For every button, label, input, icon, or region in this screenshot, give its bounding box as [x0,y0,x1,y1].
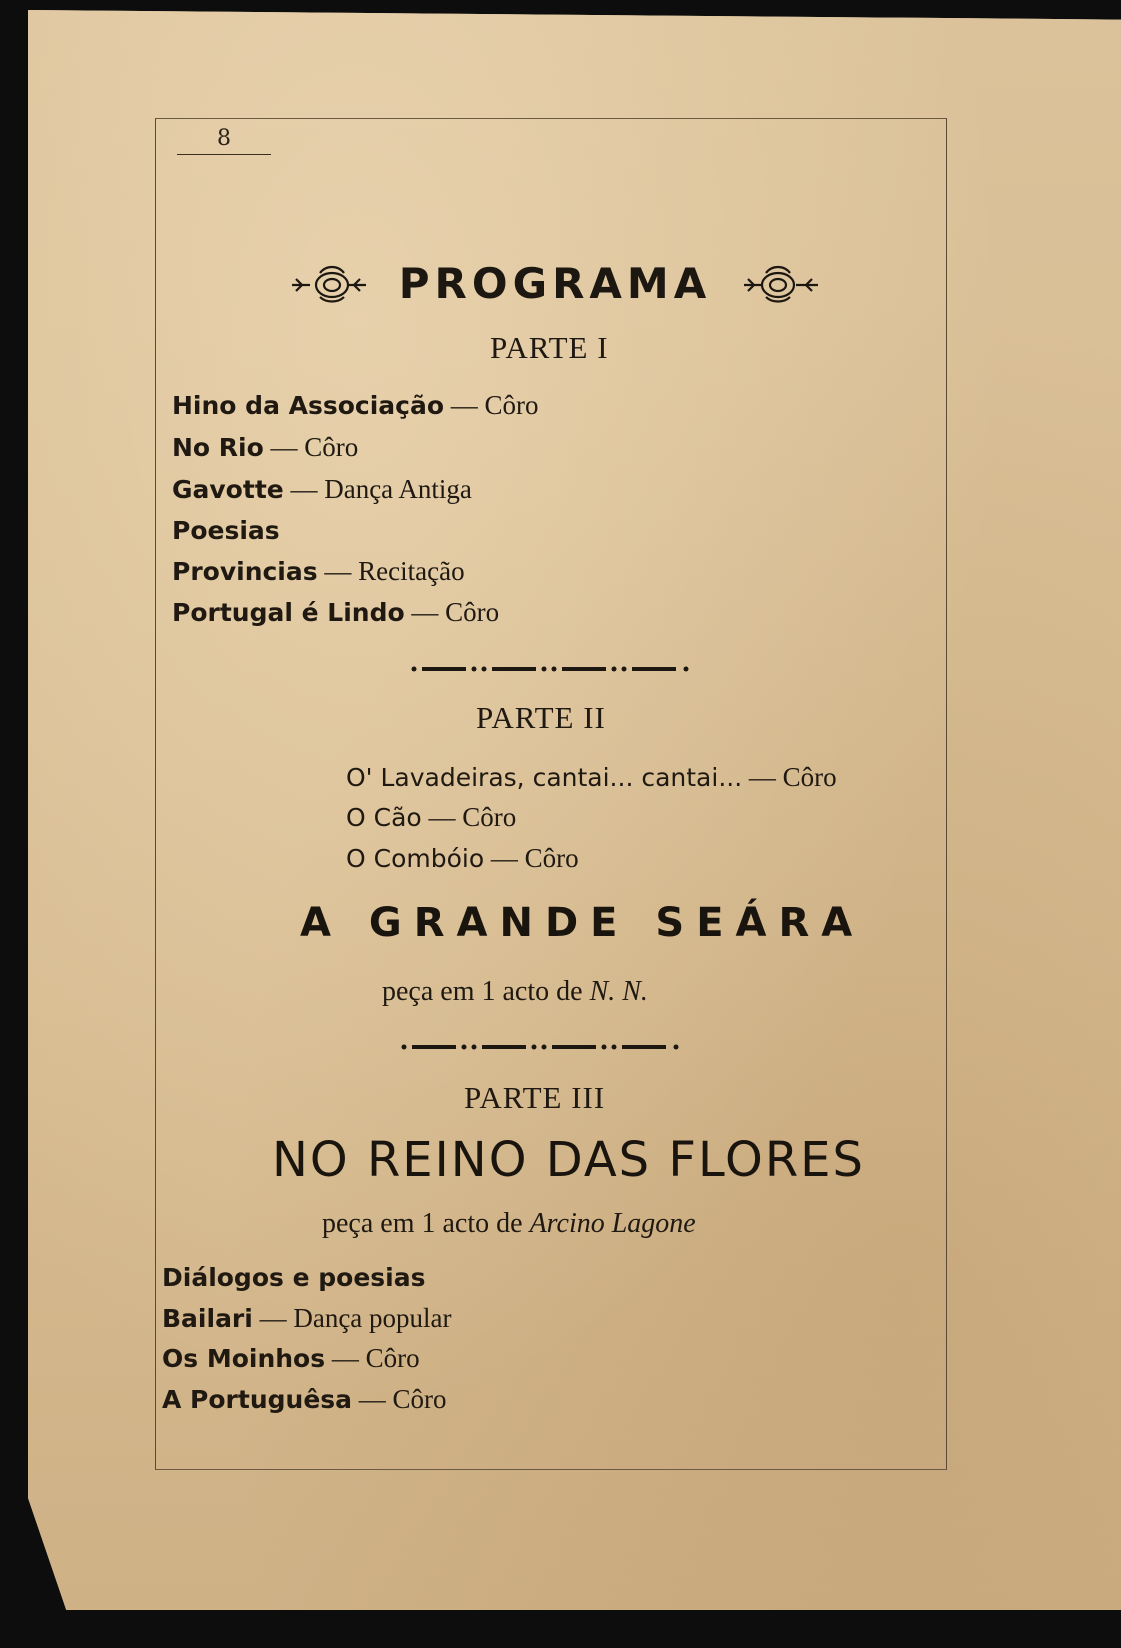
program-item: O' Lavadeiras, cantai... cantai... — Côro [346,762,837,792]
program-item: O Cão — Côro [346,802,517,832]
part-three-heading: PARTE III [464,1080,606,1115]
program-item: A Portuguêsa — Côro [162,1384,447,1414]
title-row [290,258,820,308]
program-item: O Combóio — Côro [346,843,579,873]
dash-dot-divider-icon [410,664,690,674]
program-item: Gavotte — Dança Antiga [172,474,472,504]
scroll-ornament-icon [290,263,368,303]
play-title-reino-das-flores: NO REINO DAS FLORES [272,1132,865,1188]
page-number: 8 [177,126,271,155]
program-title: PROGRAMA [398,258,712,308]
play-subtitle: peça em 1 acto de Arcino Lagone [322,1208,696,1239]
program-item: Portugal é Lindo — Côro [172,597,500,627]
program-item: Poesias [172,516,280,545]
play-title-grande-seara: A GRANDE SEÁRA [300,900,865,946]
scroll-ornament-icon [742,263,820,303]
program-item: Diálogos e poesias [162,1263,426,1292]
part-two-heading: PARTE II [476,700,606,735]
program-item: Os Moinhos — Côro [162,1343,420,1373]
program-item: Bailari — Dança popular [162,1303,452,1333]
play-subtitle: peça em 1 acto de N. N. [382,976,648,1007]
part-one-heading: PARTE I [490,330,609,365]
program-item: Provincias — Recitação [172,556,465,586]
program-item: No Rio — Côro [172,432,359,462]
dash-dot-divider-icon [400,1042,680,1052]
program-item: Hino da Associação — Côro [172,390,539,420]
